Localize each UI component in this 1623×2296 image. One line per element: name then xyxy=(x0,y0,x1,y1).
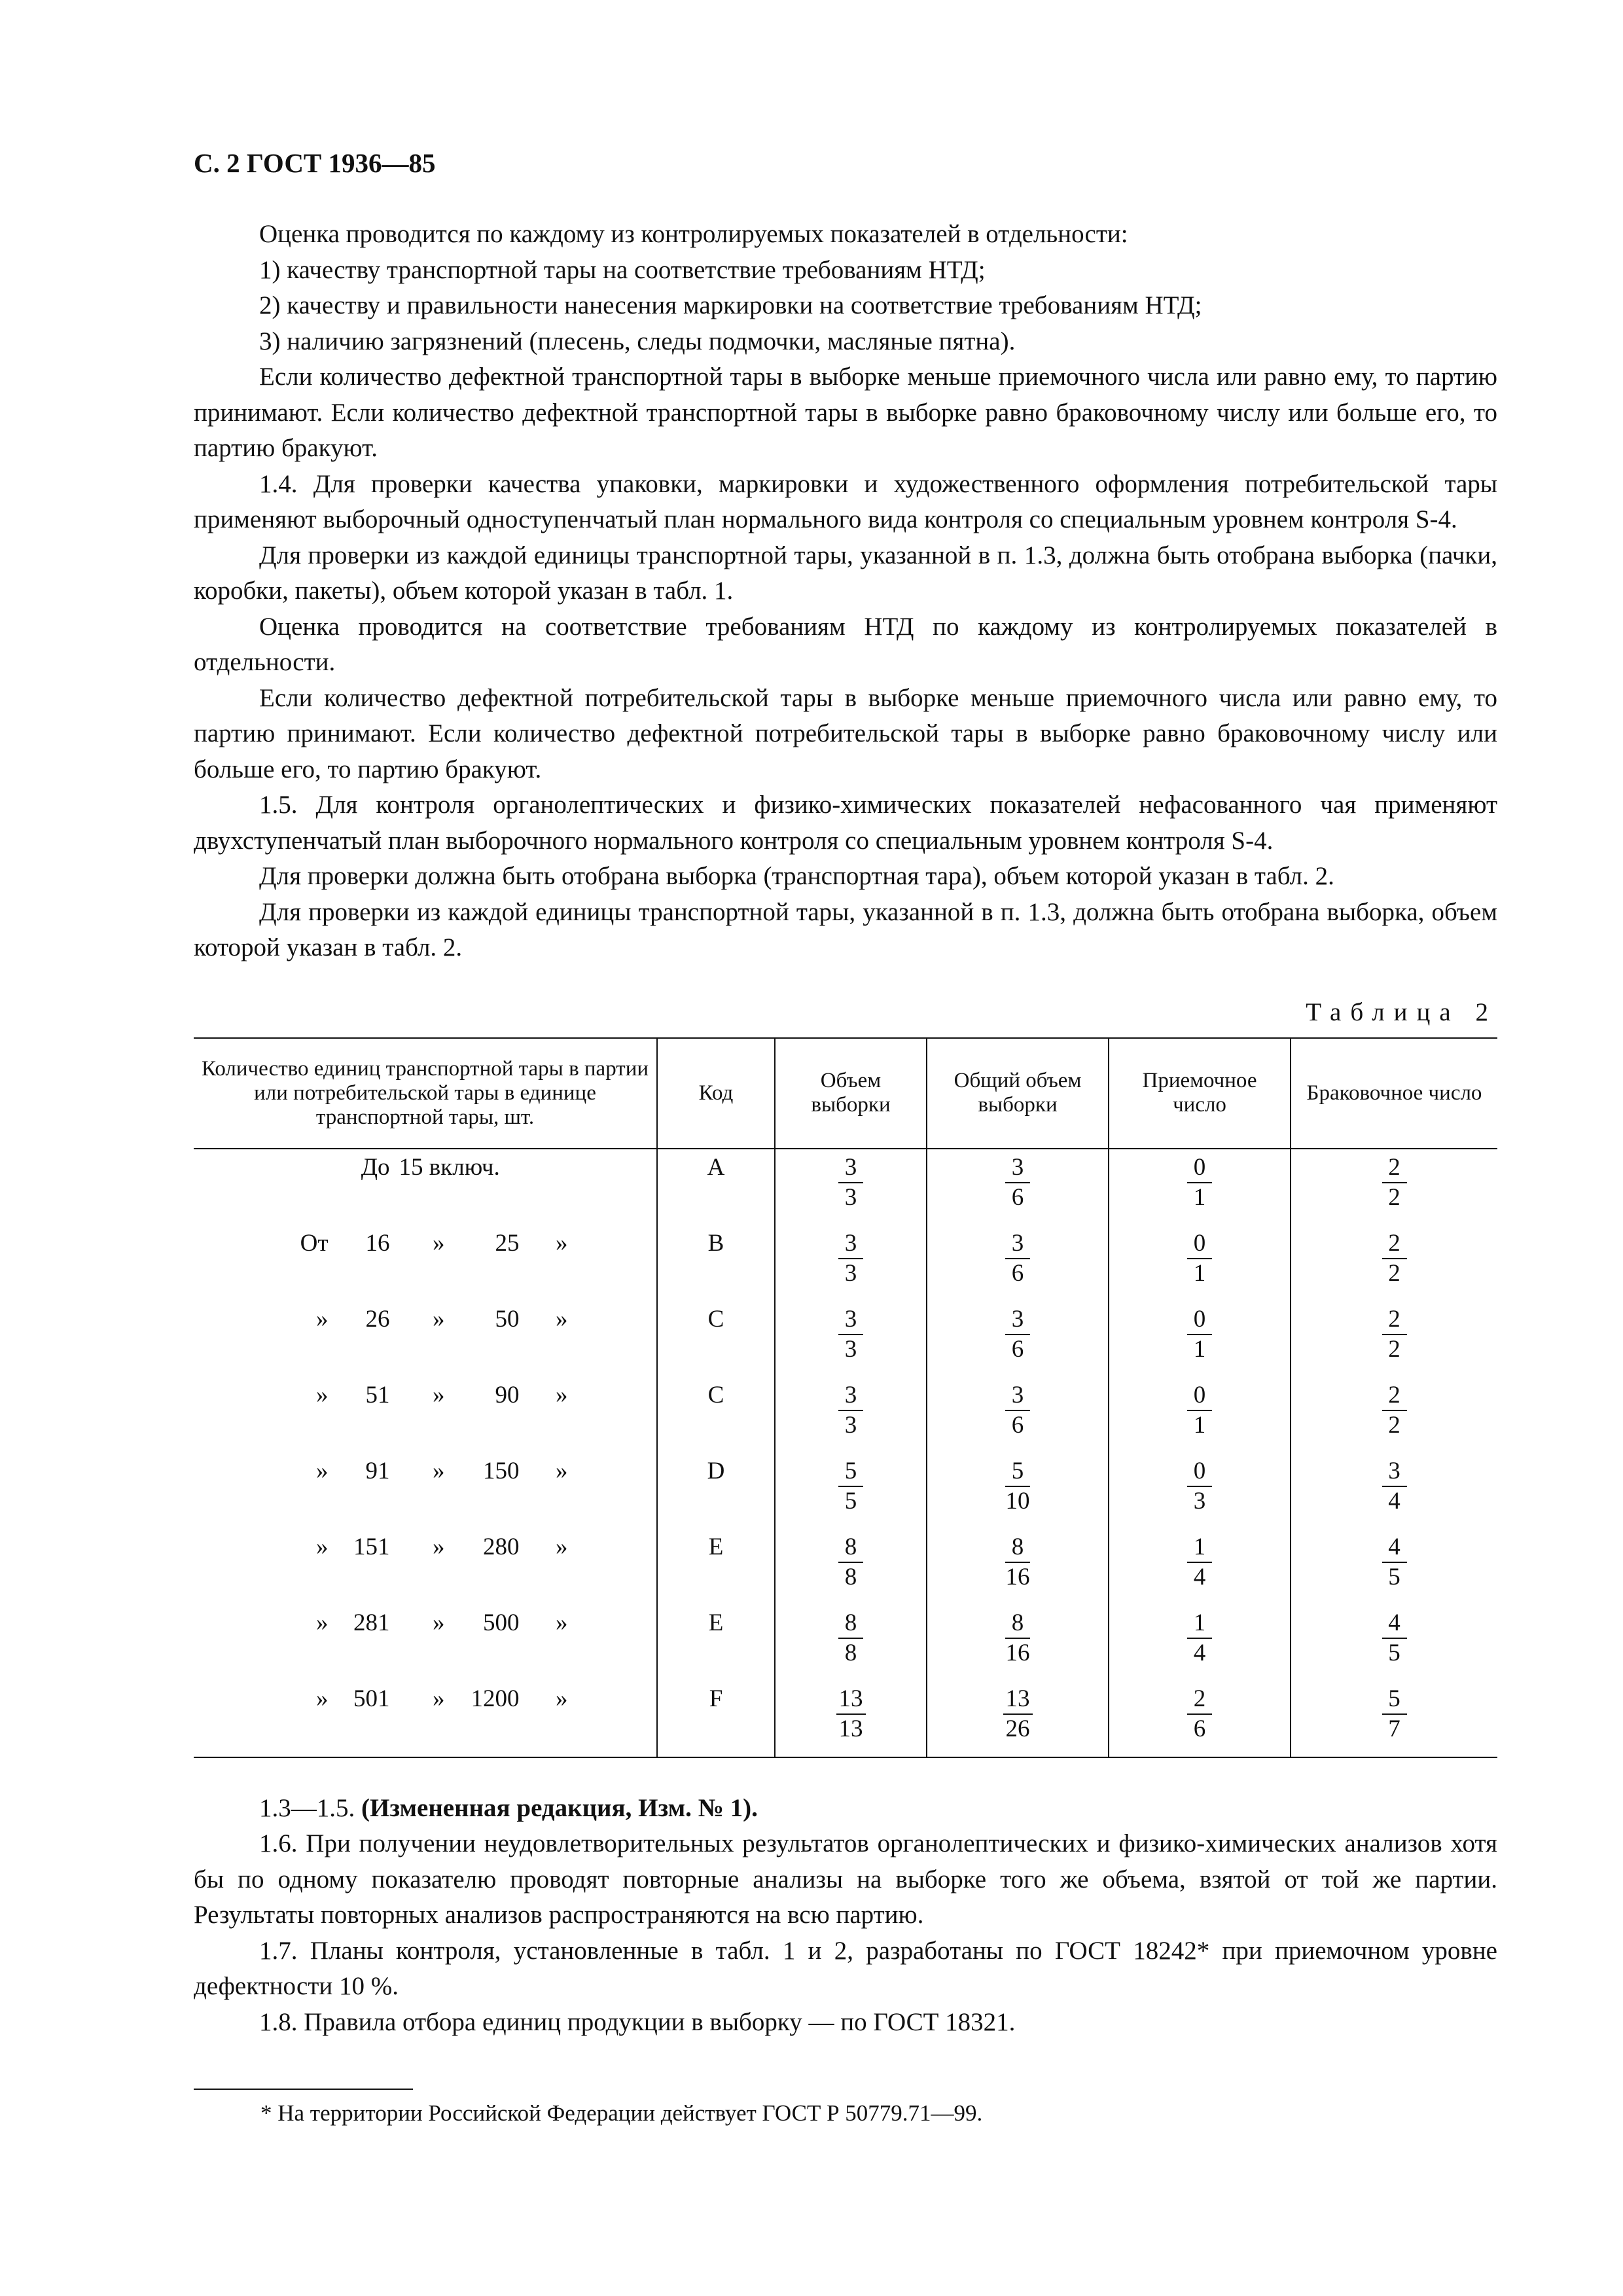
second-stage-value: 7 xyxy=(1388,1715,1400,1742)
second-stage-value: 3 xyxy=(1193,1487,1206,1515)
fraction xyxy=(838,1305,863,1364)
fraction xyxy=(1005,1305,1030,1364)
second-stage-value: 6 xyxy=(1193,1715,1206,1742)
cell-quantity-range xyxy=(194,1453,657,1529)
cell-code: D xyxy=(657,1453,775,1529)
first-stage-value: 3 xyxy=(1005,1381,1030,1411)
first-stage-value: 8 xyxy=(838,1609,863,1639)
quantity-range xyxy=(196,1609,654,1637)
fraction xyxy=(1382,1457,1407,1516)
range-part xyxy=(283,1153,329,1181)
cell-total xyxy=(927,1605,1109,1681)
second-stage-value: 26 xyxy=(1005,1715,1030,1742)
first-stage-value: 0 xyxy=(1187,1457,1212,1487)
cell-accept xyxy=(1109,1529,1291,1605)
body-text-bottom xyxy=(194,1791,1497,2041)
first-stage-value: 1 xyxy=(1187,1609,1212,1639)
first-stage-value: 8 xyxy=(1005,1533,1030,1563)
fraction xyxy=(1003,1609,1033,1668)
fraction xyxy=(1003,1685,1033,1744)
amendment-note xyxy=(194,1791,1497,1827)
fraction xyxy=(838,1533,863,1592)
second-stage-value: 4 xyxy=(1388,1487,1400,1515)
table-body xyxy=(194,1149,1497,1757)
table-caption: Таблица 2 xyxy=(1306,997,1497,1026)
second-stage-value: 8 xyxy=(844,1639,857,1666)
quantity-range xyxy=(196,1305,654,1333)
amendment-prefix: 1.3—1.5. xyxy=(259,1793,355,1822)
cell-total xyxy=(927,1225,1109,1301)
header-sample-size: Объем выборки xyxy=(775,1038,927,1149)
header-acceptance-number: Приемочное число xyxy=(1109,1038,1291,1149)
first-stage-value: 5 xyxy=(838,1457,863,1487)
paragraph: Оценка проводится по каждому из контролируемых показателей в отдельности: xyxy=(259,220,1128,248)
cell-reject xyxy=(1291,1681,1497,1757)
table-row xyxy=(194,1529,1497,1605)
fraction xyxy=(1003,1533,1033,1592)
range-part: » xyxy=(433,1685,445,1712)
table-header-row xyxy=(194,1038,1497,1149)
second-stage-value: 1 xyxy=(1193,1335,1206,1363)
paragraph: 1.6. При получении неудовлетворительных результатов органолептических и физико-химических анализов хотя бы по одному показателю проводят повторные анализы на выборке того же объема, взятой от той же партии. Результаты повторных анализов распространяются на всю партию. xyxy=(194,1829,1497,1929)
first-stage-value: 3 xyxy=(1382,1457,1407,1487)
range-part: » xyxy=(556,1381,568,1408)
first-stage-value: 8 xyxy=(838,1533,863,1563)
cell-reject xyxy=(1291,1377,1497,1453)
cell-code: A xyxy=(657,1149,775,1225)
first-stage-value: 3 xyxy=(838,1229,863,1259)
second-stage-value: 2 xyxy=(1388,1259,1400,1287)
cell-code: E xyxy=(657,1605,775,1681)
second-stage-value: 6 xyxy=(1011,1335,1024,1363)
header-total-sample-size: Общий объем выборки xyxy=(927,1038,1109,1149)
first-stage-value: 2 xyxy=(1382,1381,1407,1411)
range-part: » xyxy=(316,1305,329,1333)
footnote-divider xyxy=(194,2089,413,2090)
document-page xyxy=(194,147,1497,2126)
table-row xyxy=(194,1225,1497,1301)
fraction xyxy=(1187,1609,1212,1668)
cell-reject xyxy=(1291,1605,1497,1681)
fraction xyxy=(1382,1229,1407,1288)
paragraph: 2) качеству и правильности нанесения маркировки на соответствие требованиям НТД; xyxy=(259,291,1202,319)
range-part: » xyxy=(433,1457,445,1484)
cell-sample xyxy=(775,1225,927,1301)
cell-accept xyxy=(1109,1301,1291,1377)
range-part xyxy=(454,1153,520,1181)
second-stage-value: 5 xyxy=(1388,1563,1400,1590)
first-stage-value: 3 xyxy=(1005,1229,1030,1259)
paragraph: Оценка проводится на соответствие требованиям НТД по каждому из контролируемых показателей в отдельности. xyxy=(194,612,1497,676)
first-stage-value: 3 xyxy=(838,1153,863,1183)
paragraph: Для проверки из каждой единицы транспортной тары, указанной в п. 1.3, должна быть отобрана выборка, объем которой указан в табл. 2. xyxy=(194,897,1497,961)
second-stage-value: 3 xyxy=(844,1259,857,1287)
second-stage-value: 8 xyxy=(844,1563,857,1590)
first-stage-value: 8 xyxy=(1005,1609,1030,1639)
range-part: 1200 xyxy=(471,1685,520,1712)
fraction xyxy=(1382,1609,1407,1668)
second-stage-value: 3 xyxy=(844,1183,857,1211)
range-part: » xyxy=(433,1533,445,1560)
body-text-top xyxy=(194,217,1497,966)
quantity-range xyxy=(196,1381,654,1409)
header-rejection-number: Браковочное число xyxy=(1291,1038,1497,1149)
table-row xyxy=(194,1377,1497,1453)
first-stage-value: 4 xyxy=(1382,1609,1407,1639)
second-stage-value: 1 xyxy=(1193,1259,1206,1287)
second-stage-value: 16 xyxy=(1005,1639,1030,1666)
fraction xyxy=(1187,1229,1212,1288)
cell-accept xyxy=(1109,1377,1291,1453)
quantity-range xyxy=(196,1229,654,1257)
cell-quantity-range xyxy=(194,1225,657,1301)
second-stage-value: 2 xyxy=(1388,1411,1400,1439)
fraction xyxy=(1382,1533,1407,1592)
range-part: 281 xyxy=(353,1609,390,1636)
cell-total xyxy=(927,1529,1109,1605)
second-stage-value: 5 xyxy=(844,1487,857,1515)
range-part: » xyxy=(556,1229,568,1257)
first-stage-value: 5 xyxy=(1005,1457,1030,1487)
quantity-range xyxy=(196,1457,654,1485)
paragraph: 1.4. Для проверки качества упаковки, маркировки и художественного оформления потребительской тары применяют выборочный одноступенчатый план нормального вида контроля со специальным уровнем контроля S-4. xyxy=(194,469,1497,533)
range-part: 500 xyxy=(483,1609,520,1636)
paragraph: Для проверки должна быть отобрана выборка (транспортная тара), объем которой указан в табл. 2. xyxy=(259,862,1334,890)
paragraph: Если количество дефектной потребительской тары в выборке меньше приемочного числа или равно ему, то партию принимают. Если количество дефектной потребительской тары в выборке равно браковочному числу или больше его, то партию бракуют. xyxy=(194,683,1497,783)
paragraph: 3) наличию загрязнений (плесень, следы подмочки, масляные пятна). xyxy=(259,327,1016,355)
cell-total xyxy=(927,1681,1109,1757)
range-part xyxy=(529,1153,568,1181)
table-row xyxy=(194,1149,1497,1225)
fraction xyxy=(1382,1305,1407,1364)
range-part: 151 xyxy=(353,1533,390,1560)
cell-total xyxy=(927,1453,1109,1529)
range-part: » xyxy=(433,1381,445,1408)
amendment-bold: (Измененная редакция, Изм. № 1). xyxy=(361,1793,758,1822)
range-part: 51 xyxy=(365,1381,390,1408)
paragraph: 1.8. Правила отбора единиц продукции в выборку — по ГОСТ 18321. xyxy=(259,2007,1016,2036)
cell-quantity-range xyxy=(194,1605,657,1681)
fraction xyxy=(838,1457,863,1516)
range-part: До xyxy=(361,1153,390,1181)
range-part: 280 xyxy=(483,1533,520,1560)
range-part: 50 xyxy=(495,1305,520,1333)
range-part: 91 xyxy=(365,1457,390,1484)
first-stage-value: 2 xyxy=(1187,1685,1212,1715)
first-stage-value: 1 xyxy=(1187,1533,1212,1563)
cell-accept xyxy=(1109,1605,1291,1681)
range-part: От xyxy=(300,1229,329,1257)
second-stage-value: 3 xyxy=(844,1335,857,1363)
cell-reject xyxy=(1291,1225,1497,1301)
range-part: » xyxy=(556,1609,568,1636)
second-stage-value: 2 xyxy=(1388,1183,1400,1211)
cell-quantity-range xyxy=(194,1377,657,1453)
fraction xyxy=(1003,1457,1033,1516)
fraction xyxy=(1187,1457,1212,1516)
table-row xyxy=(194,1301,1497,1377)
first-stage-value: 2 xyxy=(1382,1229,1407,1259)
range-part: 90 xyxy=(495,1381,520,1408)
first-stage-value: 3 xyxy=(1005,1153,1030,1183)
range-part: 15 включ. xyxy=(399,1153,500,1181)
cell-quantity-range xyxy=(194,1301,657,1377)
first-stage-value: 2 xyxy=(1382,1153,1407,1183)
cell-code: E xyxy=(657,1529,775,1605)
second-stage-value: 6 xyxy=(1011,1183,1024,1211)
cell-sample xyxy=(775,1301,927,1377)
range-part: 150 xyxy=(483,1457,520,1484)
quantity-range xyxy=(196,1685,654,1713)
cell-accept xyxy=(1109,1681,1291,1757)
fraction xyxy=(1187,1381,1212,1440)
cell-sample xyxy=(775,1377,927,1453)
paragraph: 1) качеству транспортной тары на соответствие требованиям НТД; xyxy=(259,255,986,284)
second-stage-value: 4 xyxy=(1193,1639,1206,1666)
fraction xyxy=(1187,1305,1212,1364)
paragraph: 1.5. Для контроля органолептических и физико-химических показателей нефасованного чая применяют двухступенчатый план выборочного нормального контроля со специальным уровнем контроля S-4. xyxy=(194,791,1497,855)
header-quantity: Количество единиц транспортной тары в партии или потребительской тары в единице транспортной тары, шт. xyxy=(194,1038,657,1149)
cell-reject xyxy=(1291,1149,1497,1225)
fraction xyxy=(1187,1153,1212,1212)
cell-reject xyxy=(1291,1301,1497,1377)
cell-sample xyxy=(775,1681,927,1757)
cell-code: F xyxy=(657,1681,775,1757)
first-stage-value: 2 xyxy=(1382,1305,1407,1335)
range-part: » xyxy=(556,1685,568,1712)
paragraph: Для проверки из каждой единицы транспортной тары, указанной в п. 1.3, должна быть отобрана выборка (пачки, коробки, пакеты), объем которой указан в табл. 1. xyxy=(194,541,1497,605)
fraction xyxy=(1382,1381,1407,1440)
second-stage-value: 10 xyxy=(1005,1487,1030,1515)
second-stage-value: 1 xyxy=(1193,1411,1206,1439)
range-part: » xyxy=(316,1381,329,1408)
range-part: 501 xyxy=(353,1685,390,1712)
table-row xyxy=(194,1605,1497,1681)
range-part: 25 xyxy=(495,1229,520,1257)
cell-quantity-range xyxy=(194,1681,657,1757)
cell-sample xyxy=(775,1453,927,1529)
range-part: » xyxy=(556,1305,568,1333)
fraction xyxy=(838,1229,863,1288)
fraction xyxy=(1005,1153,1030,1212)
range-part: » xyxy=(433,1229,445,1257)
fraction xyxy=(838,1153,863,1212)
page-header: С. 2 ГОСТ 1936—85 xyxy=(194,148,436,178)
quantity-range xyxy=(196,1153,654,1181)
range-part: » xyxy=(316,1609,329,1636)
header-code: Код xyxy=(657,1038,775,1149)
cell-sample xyxy=(775,1605,927,1681)
second-stage-value: 5 xyxy=(1388,1639,1400,1666)
range-part: » xyxy=(556,1457,568,1484)
cell-total xyxy=(927,1149,1109,1225)
cell-quantity-range xyxy=(194,1529,657,1605)
fraction xyxy=(1187,1533,1212,1592)
cell-total xyxy=(927,1301,1109,1377)
first-stage-value: 13 xyxy=(1003,1685,1033,1715)
fraction xyxy=(1005,1229,1030,1288)
table-row xyxy=(194,1453,1497,1529)
cell-code: C xyxy=(657,1377,775,1453)
cell-total xyxy=(927,1377,1109,1453)
second-stage-value: 2 xyxy=(1388,1335,1400,1363)
second-stage-value: 1 xyxy=(1193,1183,1206,1211)
paragraph: 1.7. Планы контроля, установленные в табл. 1 и 2, разработаны по ГОСТ 18242* при приемочном уровне дефектности 10 %. xyxy=(194,1936,1497,2000)
range-part: 16 xyxy=(365,1229,390,1257)
cell-code: B xyxy=(657,1225,775,1301)
cell-quantity-range xyxy=(194,1149,657,1225)
first-stage-value: 4 xyxy=(1382,1533,1407,1563)
range-part: 26 xyxy=(365,1305,390,1333)
table-row xyxy=(194,1681,1497,1757)
first-stage-value: 3 xyxy=(1005,1305,1030,1335)
quantity-range xyxy=(196,1533,654,1561)
first-stage-value: 5 xyxy=(1382,1685,1407,1715)
first-stage-value: 0 xyxy=(1187,1229,1212,1259)
second-stage-value: 4 xyxy=(1193,1563,1206,1590)
cell-sample xyxy=(775,1149,927,1225)
cell-accept xyxy=(1109,1453,1291,1529)
fraction xyxy=(1382,1685,1407,1744)
cell-reject xyxy=(1291,1453,1497,1529)
fraction xyxy=(1187,1685,1212,1744)
second-stage-value: 3 xyxy=(844,1411,857,1439)
cell-sample xyxy=(775,1529,927,1605)
second-stage-value: 6 xyxy=(1011,1259,1024,1287)
range-part: » xyxy=(316,1533,329,1560)
fraction xyxy=(838,1609,863,1668)
range-part: » xyxy=(433,1305,445,1333)
fraction xyxy=(1005,1381,1030,1440)
range-part: » xyxy=(316,1685,329,1712)
fraction xyxy=(1382,1153,1407,1212)
footnote: * На территории Российской Федерации действует ГОСТ Р 50779.71—99. xyxy=(260,2100,983,2126)
first-stage-value: 3 xyxy=(838,1305,863,1335)
cell-accept xyxy=(1109,1149,1291,1225)
second-stage-value: 6 xyxy=(1011,1411,1024,1439)
paragraph: Если количество дефектной транспортной тары в выборке меньше приемочного числа или равно ему, то партию принимают. Если количество дефектной транспортной тары в выборке равно браковочному числу или больше его, то партию бракуют. xyxy=(194,363,1497,462)
table-2 xyxy=(194,1037,1497,1758)
cell-accept xyxy=(1109,1225,1291,1301)
cell-reject xyxy=(1291,1529,1497,1605)
first-stage-value: 13 xyxy=(836,1685,866,1715)
second-stage-value: 13 xyxy=(838,1715,863,1742)
first-stage-value: 0 xyxy=(1187,1153,1212,1183)
cell-code: C xyxy=(657,1301,775,1377)
first-stage-value: 3 xyxy=(838,1381,863,1411)
fraction xyxy=(838,1381,863,1440)
first-stage-value: 0 xyxy=(1187,1381,1212,1411)
fraction xyxy=(836,1685,866,1744)
first-stage-value: 0 xyxy=(1187,1305,1212,1335)
range-part: » xyxy=(433,1609,445,1636)
range-part: » xyxy=(556,1533,568,1560)
range-part: » xyxy=(316,1457,329,1484)
second-stage-value: 16 xyxy=(1005,1563,1030,1590)
